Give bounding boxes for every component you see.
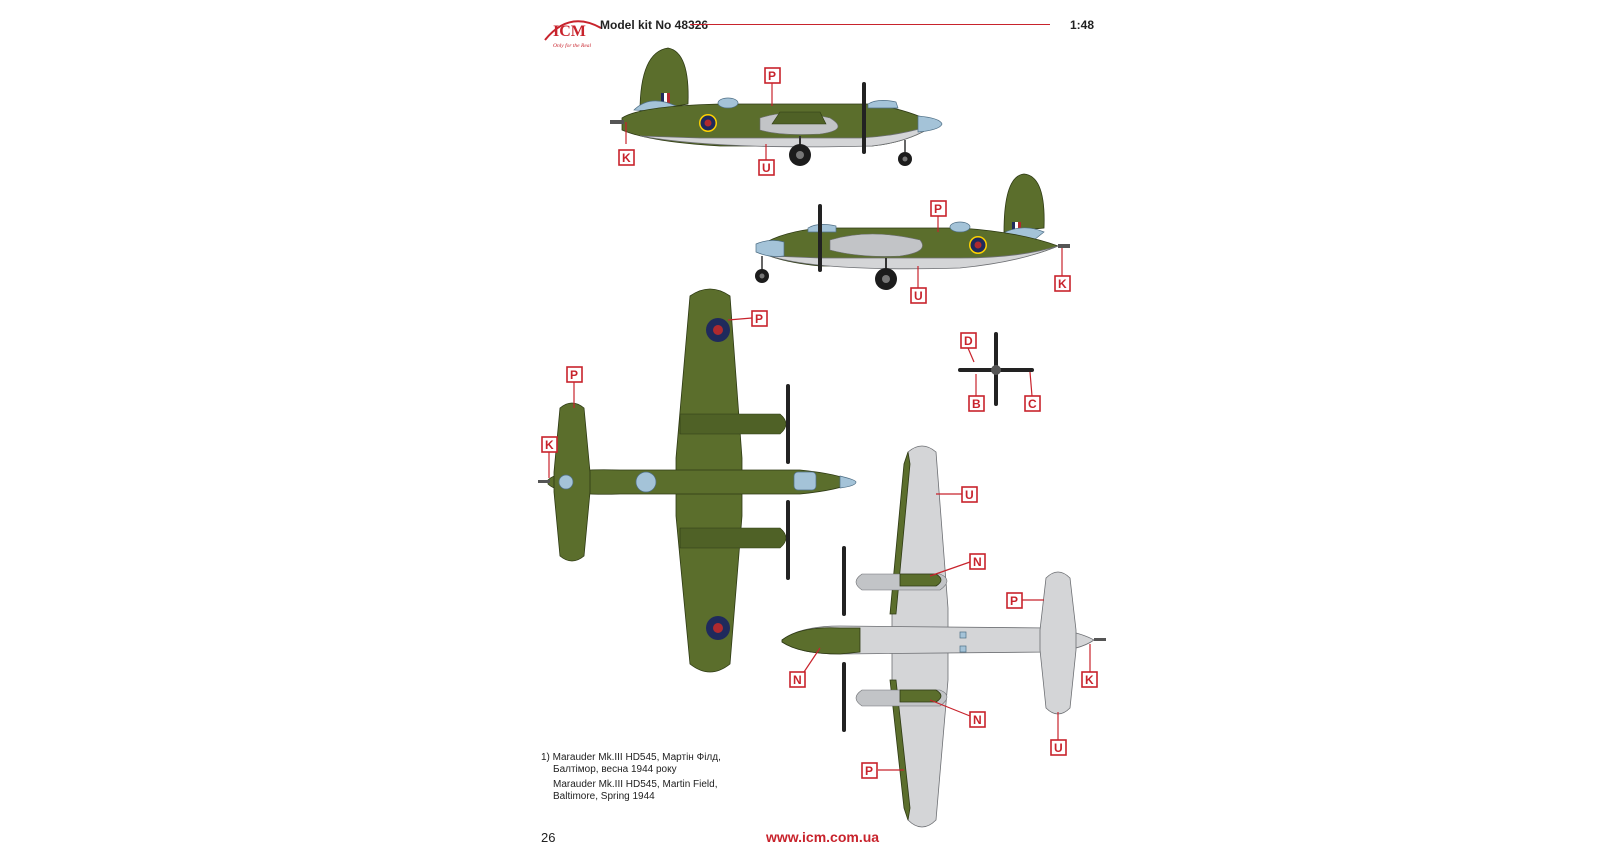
website-link[interactable]: www.icm.com.ua bbox=[766, 829, 880, 845]
logo-slogan-text: Only for the Real bbox=[553, 43, 592, 49]
left-side-profile bbox=[610, 48, 942, 166]
callout-d bbox=[961, 333, 976, 348]
svg-text:U: U bbox=[914, 289, 923, 303]
callout-n bbox=[790, 672, 805, 687]
callout-p bbox=[931, 201, 946, 216]
callout-k bbox=[1082, 672, 1097, 687]
callout-u bbox=[962, 487, 977, 502]
svg-text:U: U bbox=[762, 161, 771, 175]
callout-c bbox=[1025, 396, 1040, 411]
svg-text:P: P bbox=[755, 312, 764, 326]
svg-text:K: K bbox=[622, 151, 631, 165]
model-kit-number: Model kit No 48326 bbox=[600, 18, 709, 32]
callout-p bbox=[752, 311, 767, 326]
svg-text:P: P bbox=[570, 368, 579, 382]
callout-p bbox=[765, 68, 780, 83]
scale-label: 1:48 bbox=[1070, 18, 1095, 32]
callout-u bbox=[911, 288, 926, 303]
svg-text:K: K bbox=[1058, 277, 1067, 291]
callout-n bbox=[970, 554, 985, 569]
callout-u bbox=[1051, 740, 1066, 755]
svg-text:P: P bbox=[768, 69, 777, 83]
caption-line-ua-2: Балтімор, весна 1944 року bbox=[553, 764, 677, 775]
svg-text:K: K bbox=[1085, 673, 1094, 687]
svg-text:K: K bbox=[545, 438, 554, 452]
svg-text:B: B bbox=[972, 397, 981, 411]
callout-k bbox=[1055, 276, 1070, 291]
svg-text:N: N bbox=[793, 673, 802, 687]
callout-k bbox=[542, 437, 557, 452]
caption-line-en-1: Marauder Mk.III HD545, Martin Field, bbox=[553, 779, 718, 790]
svg-text:D: D bbox=[964, 334, 973, 348]
callout-n bbox=[970, 712, 985, 727]
callout-p bbox=[1007, 593, 1022, 608]
svg-text:N: N bbox=[973, 555, 982, 569]
svg-text:N: N bbox=[973, 713, 982, 727]
svg-text:P: P bbox=[1010, 594, 1019, 608]
logo-brand-text: ICM bbox=[553, 23, 586, 40]
svg-text:P: P bbox=[865, 764, 874, 778]
svg-text:C: C bbox=[1028, 397, 1037, 411]
callout-p bbox=[567, 367, 582, 382]
callout-p bbox=[862, 763, 877, 778]
svg-text:P: P bbox=[934, 202, 943, 216]
aircraft-caption bbox=[541, 752, 721, 803]
top-view bbox=[538, 289, 856, 672]
callout-b bbox=[969, 396, 984, 411]
callouts bbox=[542, 68, 1097, 778]
caption-line-ua-1: 1) Marauder Mk.III HD545, Мартін Філд, bbox=[541, 752, 721, 763]
svg-text:U: U bbox=[965, 488, 974, 502]
page-number: 26 bbox=[541, 830, 556, 845]
svg-text:U: U bbox=[1054, 741, 1063, 755]
bottom-view bbox=[782, 446, 1106, 827]
caption-line-en-2: Baltimore, Spring 1944 bbox=[553, 791, 655, 802]
right-side-profile bbox=[755, 174, 1070, 290]
callout-u bbox=[759, 160, 774, 175]
callout-k bbox=[619, 150, 634, 165]
